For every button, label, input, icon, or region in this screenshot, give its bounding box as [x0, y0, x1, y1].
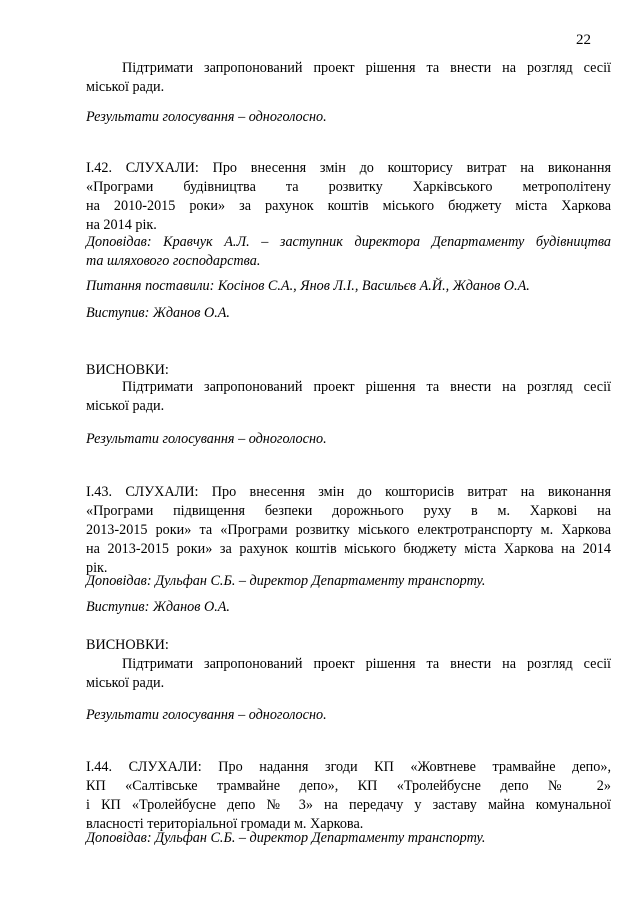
heading-line: на 2014 рік. [86, 217, 157, 233]
top-decision [86, 59, 611, 97]
heading-line: 2013-2015 роки» та «Програми розвитку міського електротранспорту м. Харкова [86, 522, 611, 538]
speaker-line: Доповідав: Кравчук А.Л. – заступник директора Департаменту будівництва [86, 234, 611, 250]
heading-line: І.42. СЛУХАЛИ: Про внесення змін до кошторису витрат на виконання [86, 160, 611, 176]
heading-line: «Програми будівництва та розвитку Харківського метрополітену [86, 179, 611, 195]
decision-text-line: міської ради. [86, 398, 165, 414]
item-42-conclusions-label: ВИСНОВКИ: [86, 362, 169, 378]
item-42-heading [86, 159, 611, 235]
heading-line: на 2013-2015 роки» за рахунок коштів міського бюджету міста Харкова на 2014 [86, 541, 611, 557]
decision-text-line: міської ради. [86, 79, 165, 95]
item-43-spoke: Виступив: Жданов О.А. [86, 599, 230, 615]
heading-line: і КП «Тролейбусне депо № 3» на передачу у заставу майна комунальної [86, 797, 611, 813]
item-43-conclusions-label: ВИСНОВКИ: [86, 637, 169, 653]
heading-line: на 2010-2015 роки» за рахунок коштів міського бюджету міста Харкова [86, 198, 611, 214]
speaker-line: та шляхового господарства. [86, 253, 261, 269]
item-42-questions: Питання поставили: Косінов С.А., Янов Л.І., Васильєв А.Й., Жданов О.А. [86, 278, 530, 294]
item-43-vote-result: Результати голосування – одноголосно. [86, 707, 327, 723]
item-44-speaker: Доповідав: Дульфан С.Б. – директор Департаменту транспорту. [86, 830, 486, 846]
heading-line: рік. [86, 560, 108, 576]
item-43-decision [86, 655, 611, 693]
heading-line: І.43. СЛУХАЛИ: Про внесення змін до кошторисів витрат на виконання [86, 484, 611, 500]
item-42-speaker [86, 233, 611, 271]
heading-line: «Програми підвищення безпеки дорожнього руху в м. Харкові на [86, 503, 611, 519]
heading-line: КП «Салтівське трамвайне депо», КП «Тролейбусне депо № 2» [86, 778, 611, 794]
decision-text-line: міської ради. [86, 675, 165, 691]
item-44-heading [86, 758, 611, 834]
item-42-vote-result: Результати голосування – одноголосно. [86, 431, 327, 447]
decision-text-line: Підтримати запропонований проект рішення та внести на розгляд сесії [122, 656, 611, 672]
vote-result: Результати голосування – одноголосно. [86, 109, 327, 125]
item-43-speaker: Доповідав: Дульфан С.Б. – директор Департаменту транспорту. [86, 573, 486, 589]
heading-line: власності територіальної громади м. Харкова. [86, 816, 364, 832]
decision-text-line: Підтримати запропонований проект рішення та внести на розгляд сесії [122, 379, 611, 395]
heading-line: І.44. СЛУХАЛИ: Про надання згоди КП «Жовтневе трамвайне депо», [86, 759, 611, 775]
item-42-spoke: Виступив: Жданов О.А. [86, 305, 230, 321]
decision-text-line: Підтримати запропонований проект рішення та внести на розгляд сесії [122, 60, 611, 76]
item-43-heading [86, 483, 611, 578]
item-42-decision [86, 378, 611, 416]
page-number: 22 [576, 32, 591, 48]
